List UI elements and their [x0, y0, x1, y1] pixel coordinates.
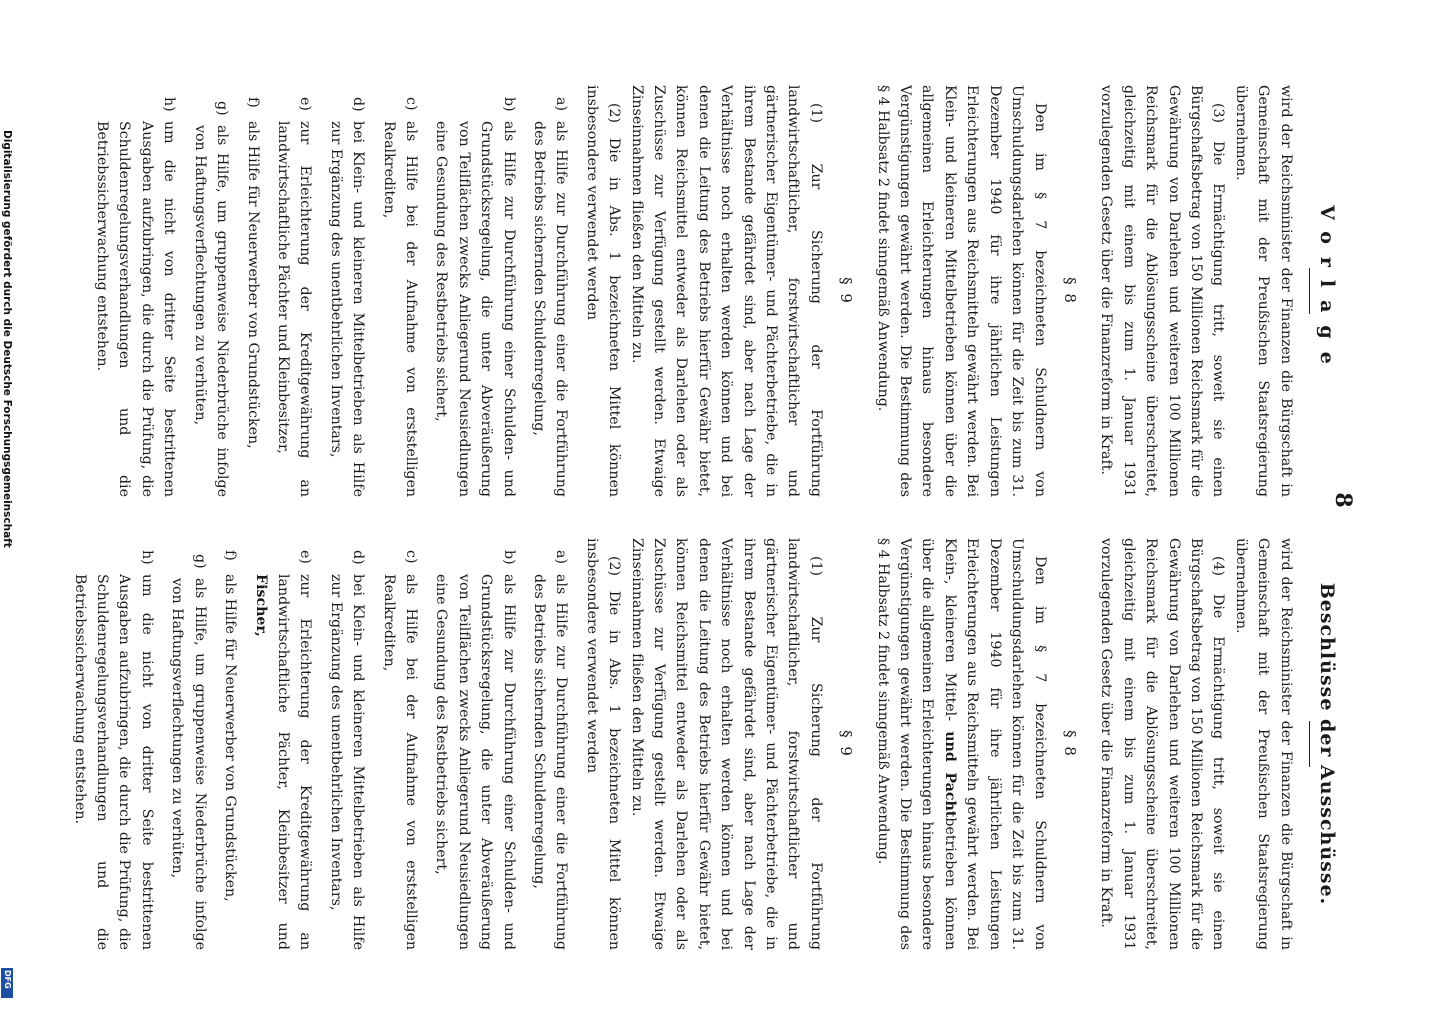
list-item-text: als Hilfe zur Durchführung einer Schulden- und Grundstücksregelung, die unter Abveräußerung von Teilflächen zwecks Anliegerund Neusiedlungen eine Gesundung des Restbetriebs sichert, [433, 121, 517, 497]
page-number: 8 [1330, 492, 1356, 508]
list-item-text: um die nicht von dritter Seite bestrittenen Ausgaben aufzubringen, die durch die Prüfung, die Schuldenregelungsverhandlungen und die Betriebssicherwachung entstehen. [71, 574, 155, 950]
section-9-title: § 9 [837, 730, 856, 758]
list-item [166, 538, 211, 950]
dfg-logo [1, 968, 13, 998]
list-marker: g) [191, 554, 208, 569]
list-marker: c) [402, 550, 419, 564]
list-item [528, 538, 573, 950]
list-item-text: bei Klein- und kleineren Mittelbetrieben als Hilfe zur Ergänzung des unentbehrlichen Inventars, [327, 574, 367, 950]
list-marker: b) [500, 550, 517, 565]
list-marker: h) [161, 97, 178, 112]
list-item-text: als Hilfe, um gruppenweise Niederbrüche infolge von Haftungsverflechtungen zu verhüten, [169, 578, 208, 950]
list-item [219, 538, 241, 950]
list-item-text: als Hilfe bei der Aufnahme von erststelligen Realkrediten, [380, 121, 419, 497]
list-item-text: bei Klein- und kleineren Mittelbetrieben als Hilfe zur Ergänzung des unentbehrlichen Inventars, [327, 121, 367, 497]
column-heading-beschluesse: Beschlüsse der Ausschüsse. [1316, 582, 1338, 906]
list-marker: f) [222, 550, 239, 561]
list-marker: d) [350, 550, 367, 565]
heading-rule [1309, 268, 1310, 314]
list-item-text: als Hilfe für Neuerwerber von Grundstücken, [244, 121, 261, 449]
list-marker: f) [244, 97, 261, 108]
intro-paragraph: (3) Die Ermächtigung tritt, soweit sie einen Bürgschaftsbetrag von 150 Millionen Reichsmark für die Gewährung von Darlehen und weiteren 100 Millionen Reichsmark für die Ablösungsscheine überschreitet, gleichzeitig mit einem bis zum 1. Januar 1931 vorzulegenden Gesetz über die Finanzreform in Kraft. [1098, 85, 1227, 497]
list-item-text: als Hilfe zur Durchführung einer die Fortführung des Betriebs sichernden Schuldenregelung, [531, 121, 570, 497]
list-item-text: als Hilfe, um gruppenweise Niederbrüche infolge von Haftungsverflechtungen zu verhüten, [191, 125, 231, 497]
list-item [249, 538, 316, 950]
section-8-text-part: Den im § 7 bezeichneten Schuldnern von Umschuldungsdarlehen können für die Zeit bis zum 31. Dezember 1940 für ihre jährlichen Leistungen Erleichterungen aus Reichsmitteln gewährt werden. Bei Klein-, kleineren Mittel- [941, 538, 1048, 950]
list-item [324, 538, 369, 950]
list-marker: c) [402, 97, 419, 111]
amended-text: Fischer, [252, 574, 269, 637]
column-beschluesse [68, 538, 1338, 950]
section-9-paragraph-1: (1) Zur Sicherung der Fortführung landwirtschaftlicher, forstwirtschaftlicher und gärtnerischer Eigentümer- und Pächterbetriebe, die in ihrem Bestande gefährdet sind, aber nach Lage der Verhältnisse noch erhalten werden können und bei denen die Leitung des Betriebs hierfür Gewähr bietet, können Reichsmittel entweder als Darlehen oder als Zuschüsse zur Verfügung gestellt werden. Etwaige Zinseinnahmen fließen den Mitteln zu. [628, 85, 824, 497]
section-9-paragraph-1: (1) Zur Sicherung der Fortführung landwirtschaftlicher, forstwirtschaftlicher und gärtnerischer Eigentümer- und Pächterbetriebe, die in ihrem Bestande gefährdet sind, aber nach Lage der Verhältnisse noch erhalten werden können und bei denen die Leitung des Betriebs hierfür Gewähr bietet, können Reichsmittel entweder als Darlehen oder als Zuschüsse zur Verfügung gestellt werden. Etwaige Zinseinnahmen fließen den Mitteln zu. [628, 538, 824, 950]
list-item-text: zur Erleichterung der Kreditgewährung an landwirtschaftliche Pächter und Kleinbesitzer, [274, 121, 314, 497]
digitization-credit [1, 130, 11, 1000]
list-item [241, 85, 263, 497]
list-item [430, 538, 520, 950]
section-8-title: § 8 [1060, 730, 1079, 758]
intro-paragraph: wird der Reichsminister der Finanzen die Bürgschaft in Gemeinschaft mit der Preußischen Staatsregierung übernehmen. [1232, 85, 1294, 497]
section-8-title: § 8 [1060, 277, 1079, 305]
list-marker: d) [350, 97, 367, 112]
list-item-text: zur Erleichterung der Kreditgewährung an landwirtschaftliche Pächter, Kleinbesitzer und [274, 574, 314, 950]
heading-rule [1309, 721, 1310, 767]
column-heading-vorlage: Vorlage [1316, 205, 1338, 377]
list-item [430, 85, 520, 497]
list-item-text: als Hilfe bei der Aufnahme von erststelligen Realkrediten, [380, 574, 419, 950]
section-9-paragraph-2: (2) Die in Abs. 1 bezeichneten Mittel können insbesondere verwendet werden [583, 538, 623, 950]
list-item [324, 85, 369, 497]
list-marker: e) [297, 97, 314, 111]
list-item [528, 85, 573, 497]
list-item-text: als Hilfe zur Durchführung einer Schulden- und Grundstücksregelung, die unter Abveräußerung von Teilflächen zwecks Anliegerund Neusiedlungen eine Gesundung des Restbetriebs sichert, [433, 574, 517, 950]
list-marker: h) [138, 550, 155, 565]
list-item [377, 85, 422, 497]
intro-paragraph: (4) Die Ermächtigung tritt, soweit sie einen Bürgschaftsbetrag von 150 Millionen Reichsmark für die Gewährung von Darlehen und weiteren 100 Millionen Reichsmark für die Ablösungsscheine überschreitet, gleichzeitig mit einem bis zum 1. Januar 1931 vorzulegenden Gesetz über die Finanzreform in Kraft. [1098, 538, 1227, 950]
column-vorlage [91, 85, 1338, 497]
list-item [91, 85, 181, 497]
list-marker: g) [214, 101, 231, 116]
section-8-text [871, 538, 1050, 950]
section-8-text-part: betrieben können über die allgemeinen Erleichterungen hinaus besondere Vergünstigungen gewährt werden. Die Bestimmung des § 4 Halbsatz 2 findet sinngemäß Anwendung. [874, 538, 958, 950]
list-item [68, 538, 158, 950]
dfg-logo-text: DFG [3, 970, 12, 989]
list-marker: a) [553, 550, 570, 564]
section-9-paragraph-2: (2) Die in Abs. 1 bezeichneten Mittel können insbesondere verwendet werden [583, 85, 623, 497]
list-item-text: als Hilfe für Neuerwerber von Grundstücken, [222, 574, 239, 902]
list-item [188, 85, 233, 497]
list-marker: e) [297, 550, 314, 564]
section-9-title: § 9 [837, 277, 856, 305]
section-8-text: Den im § 7 bezeichneten Schuldnern von Umschuldungsdarlehen können für die Zeit bis zum 31. Dezember 1940 für ihre jährlichen Leistungen Erleichterungen aus Reichsmitteln gewährt werden. Bei Klein- und kleineren Mittelbetrieben können über die allgemeinen Erleichterungen hinaus besondere Vergünstigungen gewährt werden. Die Bestimmung des § 4 Halbsatz 2 findet sinngemäß Anwendung. [874, 85, 1048, 497]
list-item-text: als Hilfe zur Durchführung einer die Fortführung des Betriebs sichernden Schuldenregelung, [531, 574, 570, 950]
intro-paragraph: wird der Reichsminister der Finanzen die Bürgschaft in Gemeinschaft mit der Preußischen Staatsregierung übernehmen. [1232, 538, 1294, 950]
list-marker: b) [500, 97, 517, 112]
digitization-credit-text: Digitalisierung gefördert durch die Deutsche Forschungsgemeinschaft [1, 130, 13, 548]
amended-text: und Pacht [941, 731, 958, 818]
list-item-text: um die nicht von dritter Seite bestrittenen Ausgaben aufzubringen, die durch die Prüfung, die Schuldenregelungsverhandlungen und die Betriebssicherwachung entstehen. [94, 121, 178, 497]
list-item [272, 85, 317, 497]
list-marker: a) [553, 97, 570, 111]
list-item [377, 538, 422, 950]
